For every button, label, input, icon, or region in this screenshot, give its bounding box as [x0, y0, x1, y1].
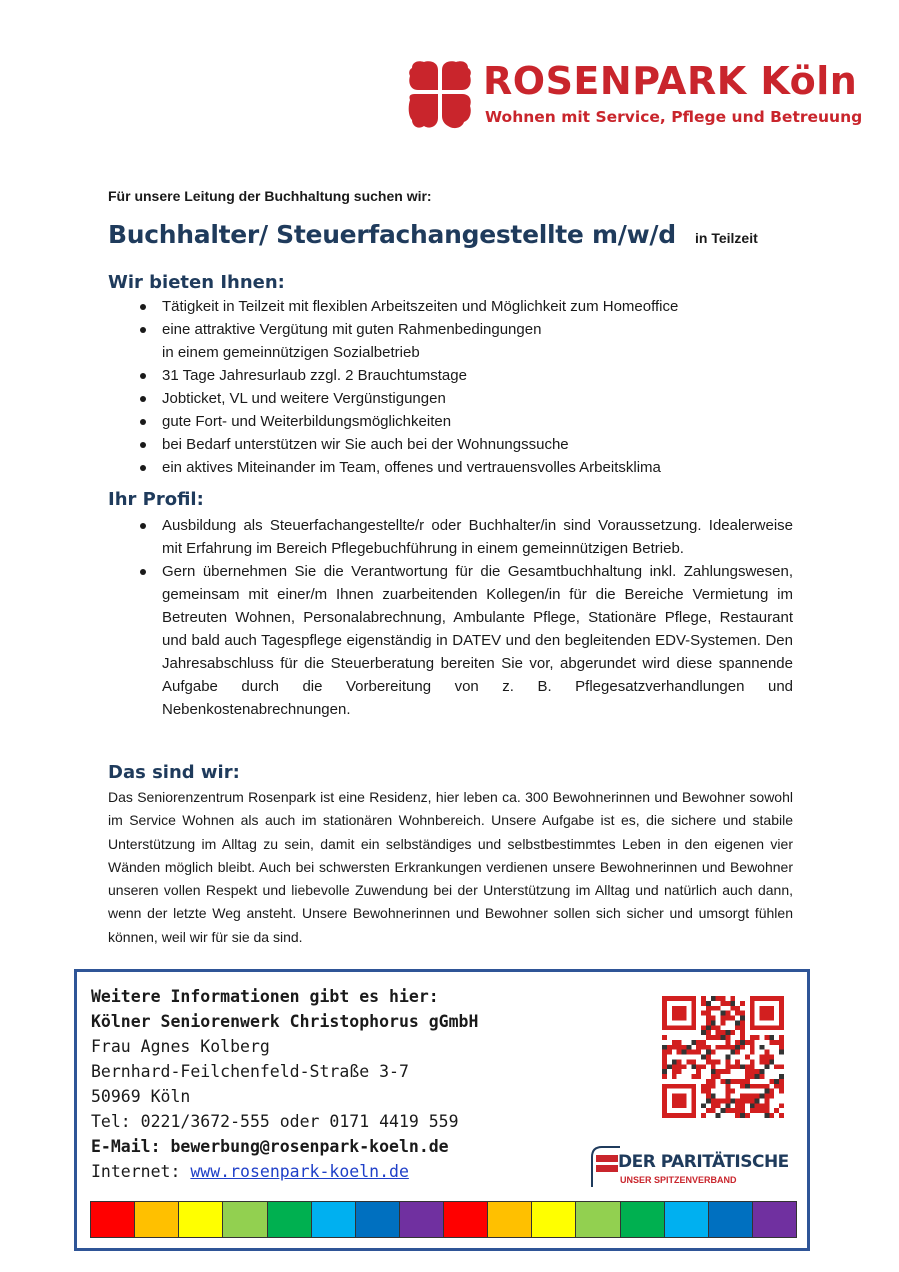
list-item: Gern übernehmen Sie die Verantwortung für die Gesamtbuchhaltung inkl. Zahlungswesen, gemeinsam mit einer/m Ihnen zuarbeitenden Kollegen/in für die Bereiche Vermietung im Betreuten Wohnen, Personalabrechnung, Ambulante Pflege, Stationäre Pflege, Restaurant und bald auch Tagespflege eigenständig in DATEV und den begleitenden EDV-Systemen. Den Jahresabschluss für die Steuerberatung bereiten Sie vor, abgerundet wird diese spannende Aufgabe durch die Vorbereitung von z. B. Pflegesatzverhandlungen und Nebenkostenabrechnungen.	[136, 560, 793, 721]
contact-website-line	[91, 1159, 478, 1184]
list-item: Jobticket, VL und weitere Vergünstigungen	[136, 387, 793, 410]
partner-subtitle: UNSER SPITZENVERBAND	[620, 1175, 737, 1185]
intro-text: Für unsere Leitung der Buchhaltung suchen wir:	[108, 188, 432, 204]
color-cell	[135, 1202, 179, 1237]
rosenpark-logo-icon	[408, 60, 472, 130]
profile-heading: Ihr Profil:	[108, 489, 204, 510]
color-cell	[312, 1202, 356, 1237]
color-strip	[90, 1201, 797, 1238]
color-cell	[268, 1202, 312, 1237]
color-cell	[576, 1202, 620, 1237]
contact-organization: Kölner Seniorenwerk Christophorus gGmbH	[91, 1012, 479, 1031]
offer-heading: Wir bieten Ihnen:	[108, 272, 285, 293]
color-cell	[665, 1202, 709, 1237]
contact-street: Bernhard-Feilchenfeld-Straße 3-7	[91, 1062, 409, 1081]
offer-list	[136, 295, 793, 479]
employment-type: in Teilzeit	[695, 230, 758, 246]
job-title: Buchhalter/ Steuerfachangestellte m/w/d	[108, 220, 676, 249]
color-cell	[753, 1202, 796, 1237]
list-item: gute Fort- und Weiterbildungsmöglichkeiten	[136, 410, 793, 433]
contact-person: Frau Agnes Kolberg	[91, 1037, 270, 1056]
color-cell	[223, 1202, 267, 1237]
color-cell	[709, 1202, 753, 1237]
color-cell	[356, 1202, 400, 1237]
contact-details	[91, 984, 478, 1184]
color-cell	[400, 1202, 444, 1237]
qr-code-icon[interactable]	[662, 996, 784, 1118]
profile-list	[136, 514, 793, 721]
about-heading: Das sind wir:	[108, 762, 240, 783]
internet-label: Internet:	[91, 1162, 191, 1181]
brand-tagline: Wohnen mit Service, Pflege und Betreuung	[485, 108, 863, 126]
color-cell	[532, 1202, 576, 1237]
color-cell	[621, 1202, 665, 1237]
contact-city: 50969 Köln	[91, 1087, 191, 1106]
color-cell	[444, 1202, 488, 1237]
list-item: bei Bedarf unterstützen wir Sie auch bei der Wohnungssuche	[136, 433, 793, 456]
color-cell	[488, 1202, 532, 1237]
contact-phone: Tel: 0221/3672-555 oder 0171 4419 559	[91, 1112, 459, 1131]
list-item: 31 Tage Jahresurlaub zzgl. 2 Brauchtumstage	[136, 364, 793, 387]
contact-heading: Weitere Informationen gibt es hier:	[91, 987, 439, 1006]
list-item: eine attraktive Vergütung mit guten Rahmenbedingungen in einem gemeinnützigen Sozialbetrieb	[136, 318, 793, 364]
list-item: Tätigkeit in Teilzeit mit flexiblen Arbeitszeiten und Möglichkeit zum Homeoffice	[136, 295, 793, 318]
color-cell	[179, 1202, 223, 1237]
contact-email[interactable]: E-Mail: bewerbung@rosenpark-koeln.de	[91, 1137, 449, 1156]
website-link[interactable]: www.rosenpark-koeln.de	[190, 1162, 409, 1181]
brand-name: ROSENPARK Köln	[483, 59, 858, 103]
partner-name: DER PARITÄTISCHE	[618, 1152, 789, 1172]
color-cell	[91, 1202, 135, 1237]
list-item: ein aktives Miteinander im Team, offenes und vertrauensvolles Arbeitsklima	[136, 456, 793, 479]
list-item: Ausbildung als Steuerfachangestellte/r oder Buchhalter/in sind Voraussetzung. Idealerweise mit Erfahrung im Bereich Pflegebuchführung in einem gemeinnützigen Betrieb.	[136, 514, 793, 560]
about-text: Das Seniorenzentrum Rosenpark ist eine Residenz, hier leben ca. 300 Bewohnerinnen und Bewohner sowohl im Service Wohnen als auch im stationären Wohnbereich. Unsere Aufgabe ist es, die sichere und stabile Unterstützung im Alltag zu sein, damit ein selbständiges und selbstbestimmtes Leben in den eigenen vier Wänden möglich bleibt. Auch bei schwersten Erkrankungen verdienen unsere Bewohnerinnen und Bewohner unseren vollen Respekt und liebevolle Zuwendung bei der Unterstützung im Alltag und natürlich auch dann, wenn der letzte Weg ansteht. Unsere Bewohnerinnen und Bewohner sollen sich sicher und umsorgt fühlen können, weil wir für sie da sind.	[108, 789, 793, 945]
